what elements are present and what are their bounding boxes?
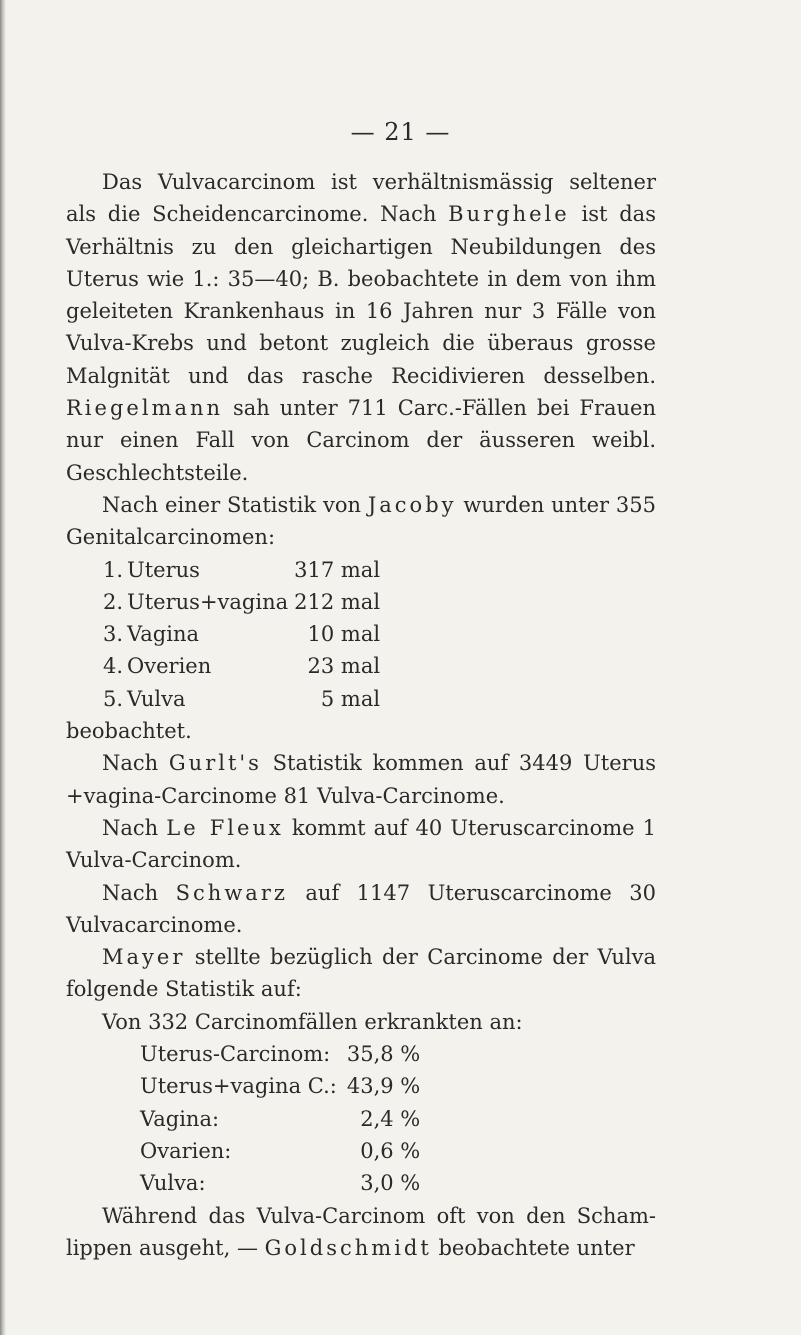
author-name-gurlt: Gurlt's: [168, 751, 262, 776]
author-name-le-fleux: Le Fleux: [166, 815, 284, 840]
row-label: Uterus: [127, 557, 200, 582]
row-label: Overien: [127, 654, 212, 679]
author-name-riegelmann: Riegelmann: [66, 396, 224, 421]
row-value: 5 mal: [320, 686, 381, 711]
row-label: Uterus+vagina C.:: [140, 1074, 337, 1099]
paragraph-2: [66, 489, 656, 554]
row-label: Uterus+vagina: [127, 589, 289, 614]
row-number: 3.: [103, 622, 124, 647]
author-name-mayer: Mayer: [102, 945, 186, 970]
jacoby-statistics-table: [103, 554, 380, 715]
table-row: [103, 683, 380, 715]
paragraph-6-text: stellte bezüglich der Carcinome der Vulva folgende Statistik auf:: [66, 945, 656, 1002]
paragraph-4-text-cont: kommt auf 40 Uteruscarcinome 1 Vulva-Carcinom.: [66, 815, 656, 873]
paragraph-5: [66, 877, 656, 942]
row-value: 317 mal: [294, 557, 381, 582]
row-label: Vulva: [127, 686, 186, 711]
table-row: [140, 1103, 420, 1135]
paragraph-8-text-cont: beobachtete unter: [438, 1235, 635, 1260]
author-name-burghele: Burghele: [448, 202, 570, 227]
row-value: 43,9 %: [346, 1074, 421, 1099]
row-number: 5.: [103, 686, 124, 711]
row-number: 1.: [103, 557, 124, 582]
paragraph-1-text: Das Vulvacarcinom ist verhältnismässig seltener als die Scheidencarcinome. Nach: [66, 170, 656, 227]
row-value: 212 mal: [294, 589, 381, 614]
paragraph-2-text-cont: wurden unter 355 Genitalcarcinomen:: [66, 492, 656, 550]
row-label: Vagina:: [140, 1106, 220, 1131]
after-table-text: beobachtet.: [66, 719, 192, 744]
row-value: 35,8 %: [346, 1042, 421, 1067]
row-label: Vulva:: [140, 1171, 206, 1196]
row-label: Vagina: [127, 622, 200, 647]
paragraph-3-text-cont: Statistik kommen auf 3449 Uterus +vagina-Carcinome 81 Vulva-Carcinome.: [66, 751, 656, 808]
row-value: 2,4 %: [360, 1106, 421, 1131]
table-row: [103, 618, 380, 650]
page-number: — 21 —: [350, 118, 451, 146]
paragraph-2-text: Nach einer Statistik von: [102, 492, 362, 517]
row-label: Ovarien:: [140, 1138, 232, 1163]
paragraph-8-text: Während das Vulva-Carcinom oft von den Scham-lippen ausgeht, —: [66, 1203, 656, 1260]
row-value: 23 mal: [307, 654, 381, 679]
author-name-goldschmidt: Goldschmidt: [264, 1235, 432, 1260]
table-row: [140, 1038, 420, 1070]
author-name-jacoby: Jacoby: [367, 492, 457, 517]
row-number: 4.: [103, 654, 124, 679]
paragraph-4-text: Nach: [102, 815, 159, 840]
row-number: 2.: [103, 589, 124, 614]
table-row: [103, 586, 380, 618]
row-value: 10 mal: [307, 622, 381, 647]
paragraph-6: [66, 941, 656, 1006]
body-text: [66, 166, 656, 1264]
author-name-schwarz: Schwarz: [175, 880, 288, 905]
table-row: [140, 1167, 420, 1199]
mayer-statistics-table: [140, 1038, 420, 1199]
binding-edge: [0, 0, 6, 1335]
paragraph-1-text-cont: ist das Verhältnis zu den gleichartigen Neubildungen des Uterus wie 1.: 35—40; B. beobachtete in dem von ihm geleiteten Krankenhaus in 16 Jahren nur 3 Fälle von Vulva-Krebs und betont zugleich die überaus grosse Malgnität und das rasche Recidivieren desselben.: [66, 202, 656, 388]
paragraph-7: Von 332 Carcinomfällen erkrankten an:: [102, 1009, 523, 1034]
paragraph-1-text-end: sah unter 711 Carc.-Fällen bei Frauen nur einen Fall von Carcinom der äusseren weibl. Geschlechtsteile.: [66, 396, 656, 485]
table-row: [103, 650, 380, 682]
paragraph-8: [66, 1200, 656, 1265]
row-label: Uterus-Carcinom:: [140, 1042, 331, 1067]
paragraph-3: [66, 747, 656, 812]
paragraph-4: [66, 812, 656, 877]
paragraph-1: [66, 166, 656, 489]
paragraph-3-text: Nach: [102, 751, 159, 776]
table-row: [140, 1135, 420, 1167]
paragraph-5-text: Nach: [102, 880, 159, 905]
paragraph-5-text-cont: auf 1147 Uteruscarcinome 30 Vulvacarcinome.: [66, 880, 656, 937]
table-row: [103, 554, 380, 586]
row-value: 0,6 %: [360, 1138, 421, 1163]
table-row: [140, 1070, 420, 1102]
row-value: 3,0 %: [360, 1171, 421, 1196]
